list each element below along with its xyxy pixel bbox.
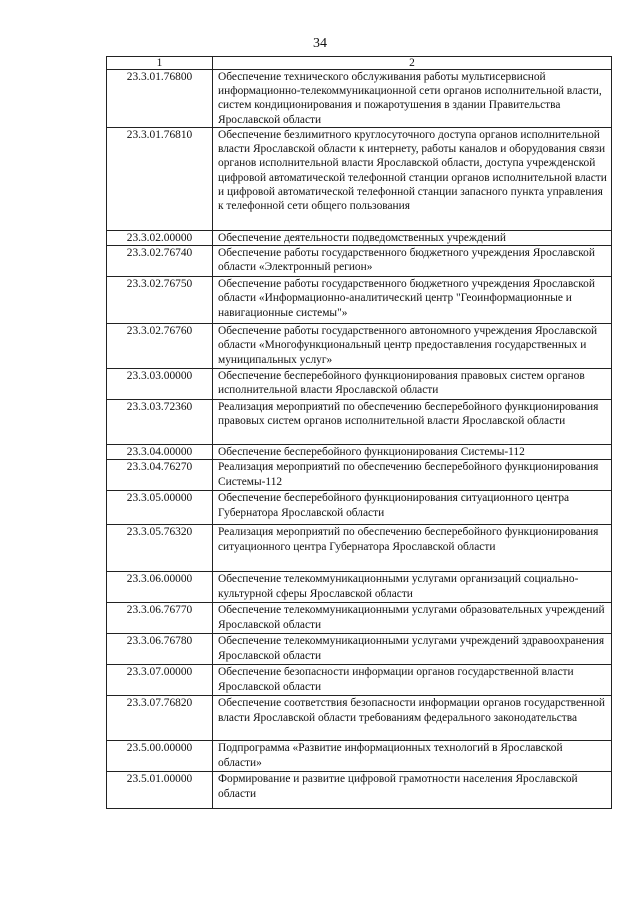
row-description: Реализация мероприятий по обеспечению бесперебойного функционирования Системы-112 — [213, 460, 612, 491]
table-row — [107, 572, 612, 603]
row-code: 23.3.01.76800 — [107, 70, 213, 128]
table-row — [107, 634, 612, 665]
table-row — [107, 231, 612, 246]
row-code: 23.3.07.00000 — [107, 665, 213, 696]
row-description: Обеспечение безопасности информации органов государственной власти Ярославской области — [213, 665, 612, 696]
table-header-row — [107, 57, 612, 70]
row-description: Обеспечение телекоммуникационными услугами образовательных учреждений Ярославской области — [213, 603, 612, 634]
row-description: Подпрограмма «Развитие информационных технологий в Ярославской области» — [213, 741, 612, 772]
row-code: 23.3.05.76320 — [107, 525, 213, 572]
table-row — [107, 741, 612, 772]
row-description: Обеспечение деятельности подведомственных учреждений — [213, 231, 612, 246]
row-code: 23.3.01.76810 — [107, 128, 213, 231]
row-description: Обеспечение работы государственного автономного учреждения Ярославской области «Многофункциональный центр предоставления государственных и муниципальных услуг» — [213, 324, 612, 369]
row-description: Обеспечение бесперебойного функционирования правовых систем органов исполнительной власти Ярославской области — [213, 369, 612, 400]
table-row — [107, 128, 612, 231]
row-description: Обеспечение работы государственного бюджетного учреждения Ярославской области «Электронный регион» — [213, 246, 612, 277]
row-description: Обеспечение бесперебойного функционирования ситуационного центра Губернатора Ярославской области — [213, 491, 612, 525]
row-code: 23.5.01.00000 — [107, 772, 213, 809]
row-code: 23.3.02.76750 — [107, 277, 213, 324]
row-description: Обеспечение бесперебойного функционирования Системы-112 — [213, 445, 612, 460]
table-row — [107, 525, 612, 572]
table-row — [107, 246, 612, 277]
row-code: 23.3.07.76820 — [107, 696, 213, 741]
table-row — [107, 445, 612, 460]
row-code: 23.3.05.00000 — [107, 491, 213, 525]
row-description: Обеспечение телекоммуникационными услугами учреждений здравоохранения Ярославской области — [213, 634, 612, 665]
row-description: Формирование и развитие цифровой грамотности населения Ярославской области — [213, 772, 612, 809]
column-header-description: 2 — [213, 57, 612, 70]
row-code: 23.3.02.76760 — [107, 324, 213, 369]
row-code: 23.3.04.00000 — [107, 445, 213, 460]
table-row — [107, 400, 612, 445]
row-description: Обеспечение соответствия безопасности информации органов государственной власти Ярославской области требованиям федерального законодательства — [213, 696, 612, 741]
row-description: Обеспечение работы государственного бюджетного учреждения Ярославской области «Информационно-аналитический центр "Геоинформационные и навигационные системы"» — [213, 277, 612, 324]
column-header-code: 1 — [107, 57, 213, 70]
table-row — [107, 491, 612, 525]
row-description: Обеспечение телекоммуникационными услугами организаций социально-культурной сферы Ярославской области — [213, 572, 612, 603]
row-code: 23.3.03.72360 — [107, 400, 213, 445]
row-code: 23.3.03.00000 — [107, 369, 213, 400]
table-row — [107, 369, 612, 400]
row-code: 23.3.04.76270 — [107, 460, 213, 491]
row-code: 23.3.02.76740 — [107, 246, 213, 277]
table-row — [107, 603, 612, 634]
table-row — [107, 772, 612, 809]
row-description: Обеспечение технического обслуживания работы мультисервисной информационно-телекоммуникационной сети органов исполнительной власти, систем кондиционирования и пожаротушения в здании Правительства Ярославской области — [213, 70, 612, 128]
table-row — [107, 696, 612, 741]
row-code: 23.3.02.00000 — [107, 231, 213, 246]
row-code: 23.3.06.76770 — [107, 603, 213, 634]
row-code: 23.3.06.00000 — [107, 572, 213, 603]
table-row — [107, 460, 612, 491]
row-description: Обеспечение безлимитного круглосуточного доступа органов исполнительной власти Ярославской области к интернету, работы каналов и оборудования связи органов исполнительной власти Ярославской области, доступа учрежденской цифровой автоматической телефонной станции органов исполнительной власти и цифровой автоматической телефонной станции запасного пункта управления к телефонной сети общего пользования — [213, 128, 612, 231]
table-row — [107, 324, 612, 369]
row-code: 23.5.00.00000 — [107, 741, 213, 772]
row-description: Реализация мероприятий по обеспечению бесперебойного функционирования ситуационного центра Губернатора Ярославской области — [213, 525, 612, 572]
table-row — [107, 70, 612, 128]
table-row — [107, 277, 612, 324]
row-code: 23.3.06.76780 — [107, 634, 213, 665]
page-number: 34 — [313, 36, 327, 51]
row-description: Реализация мероприятий по обеспечению бесперебойного функционирования правовых систем органов исполнительной власти Ярославской области — [213, 400, 612, 445]
table-row — [107, 665, 612, 696]
budget-classification-table — [106, 56, 612, 809]
